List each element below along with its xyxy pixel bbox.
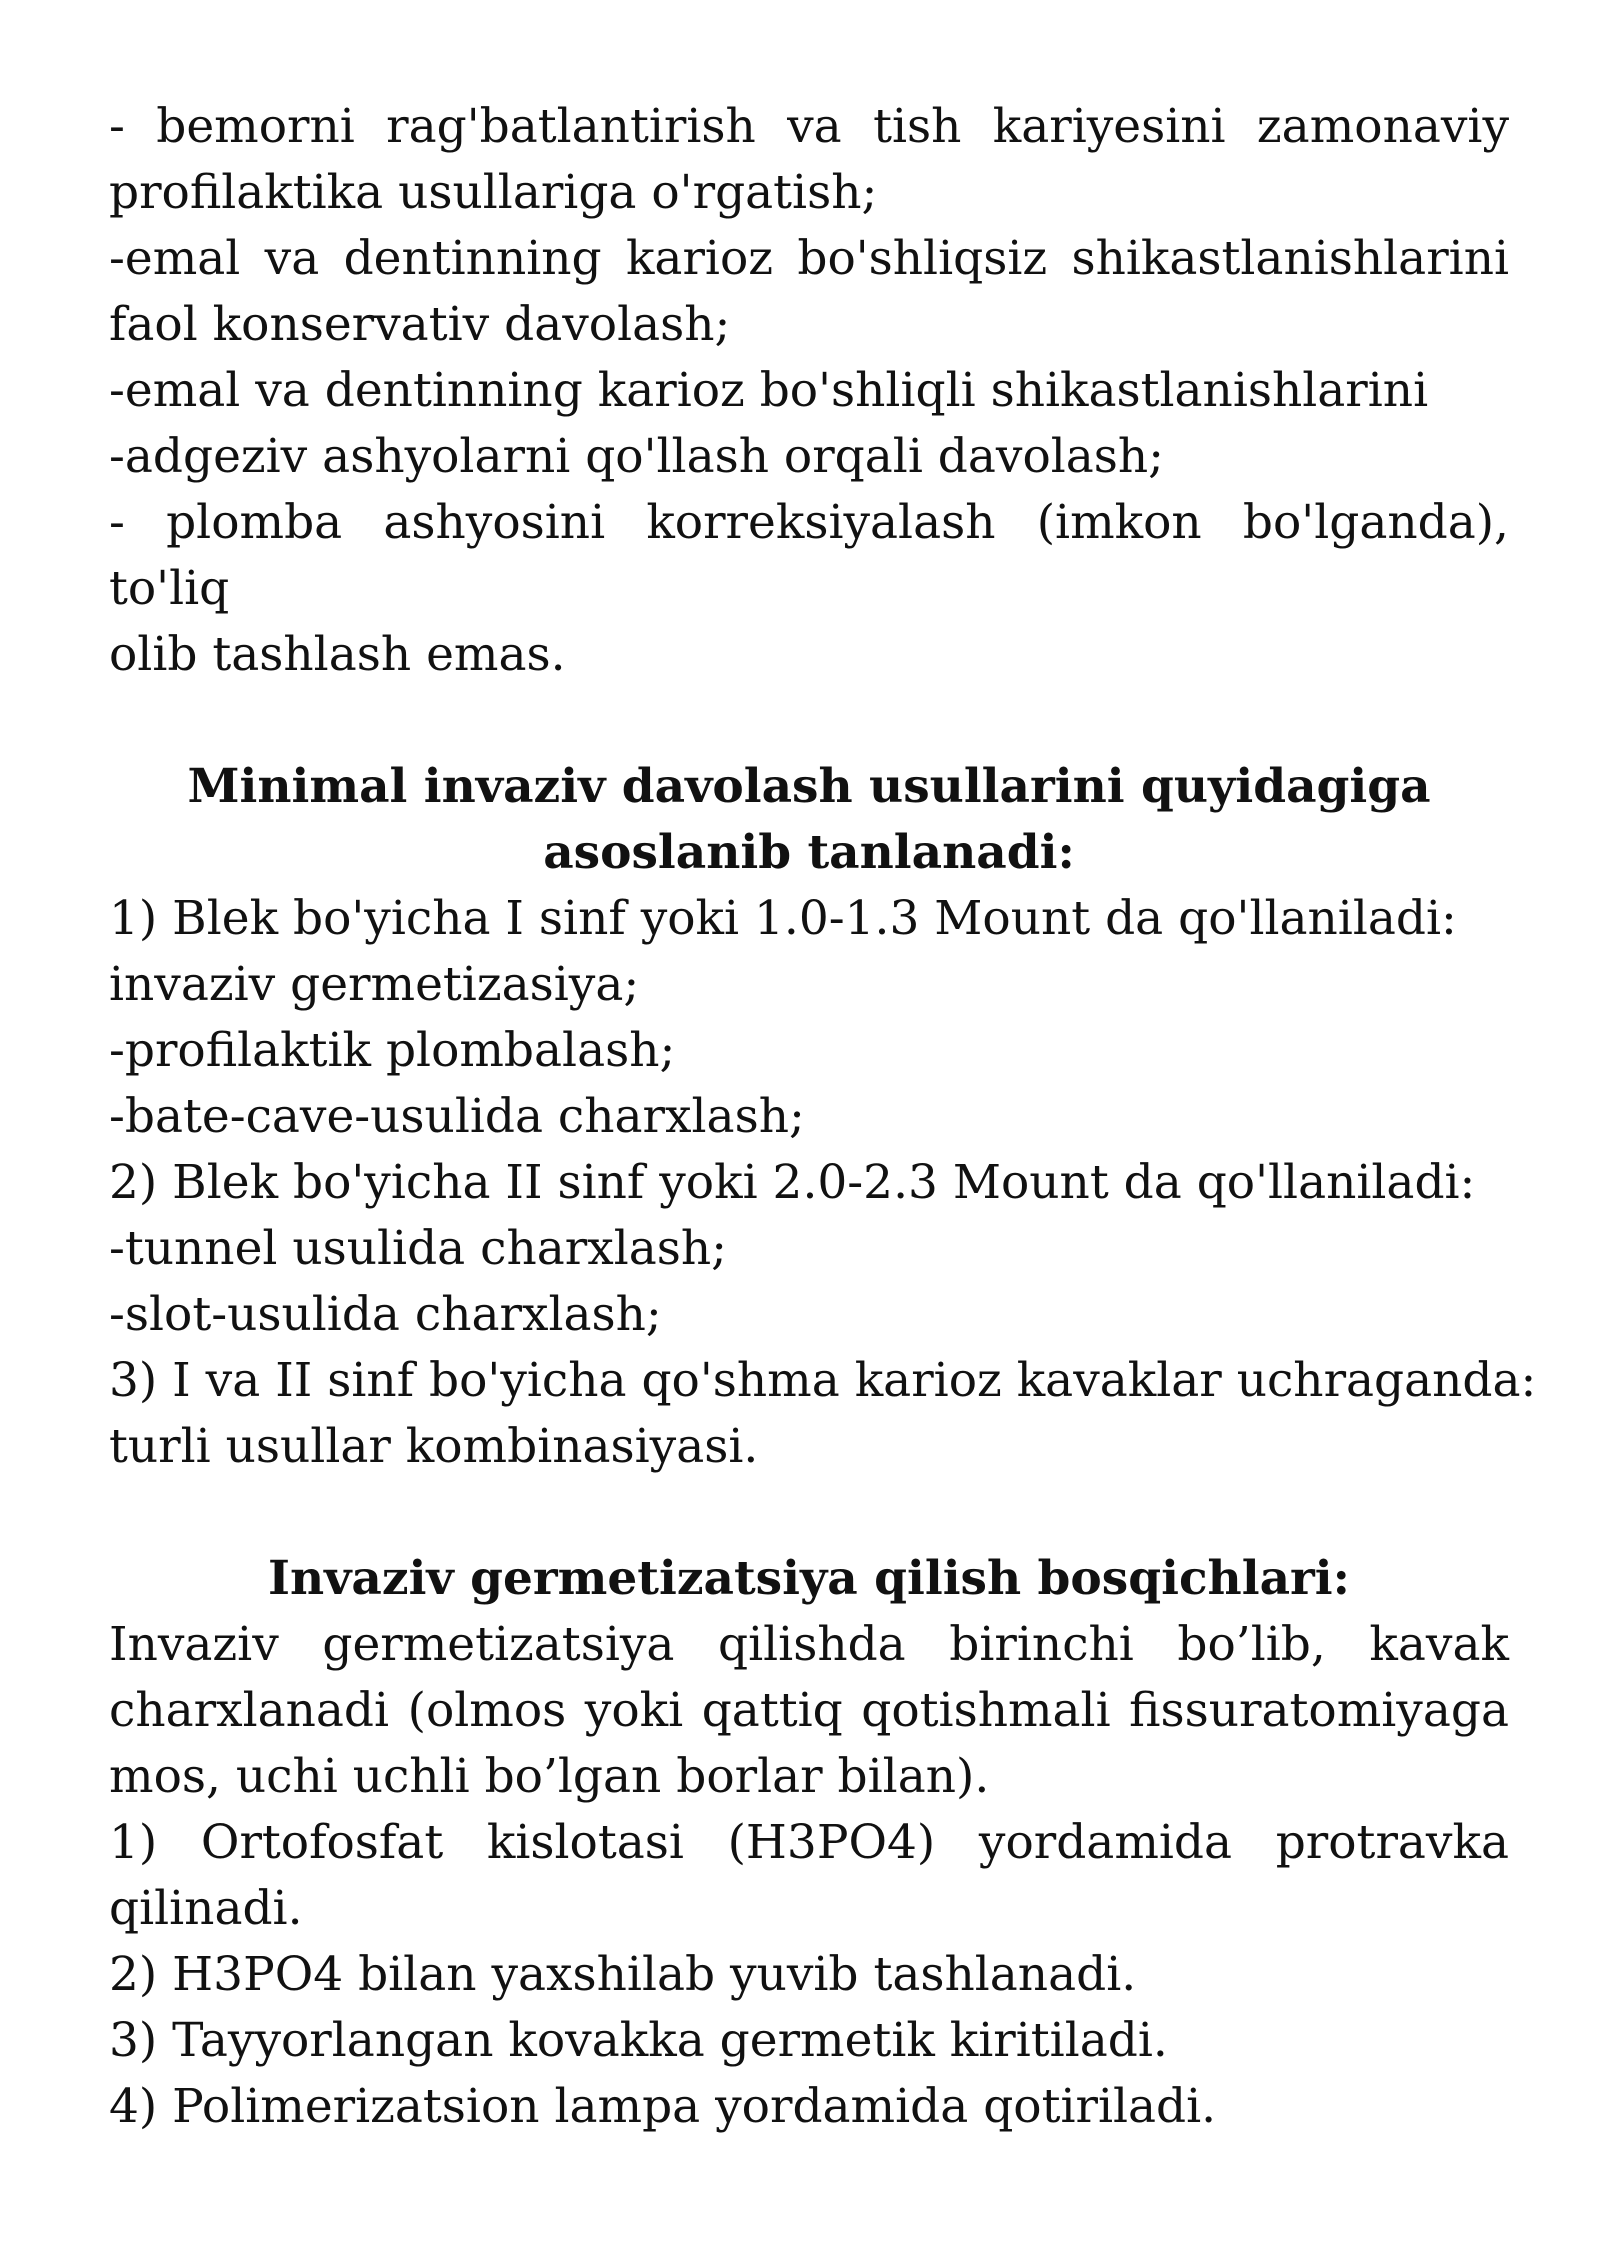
spacer: [109, 1480, 1509, 1546]
text-line: mos, uchi uchli bo’lgan borlar bilan).: [109, 1749, 990, 1804]
methods-section: [109, 754, 1537, 1480]
text-line: 3) I va II sinf bo'yicha qo'shma karioz kavaklar uchraganda:: [109, 1353, 1537, 1408]
steps-section: [109, 1546, 1509, 2140]
document-page: [109, 94, 1537, 2140]
spacer: [109, 688, 1509, 754]
text-line: olib tashlash emas.: [109, 627, 566, 682]
text-line: charxlanadi (olmos yoki qattiq qotishmali fissuratomiyaga: [109, 1683, 1509, 1738]
text-line: faol konservativ davolash;: [109, 297, 731, 352]
section-heading: Minimal invaziv davolash usullarini quyidagiga: [187, 759, 1431, 814]
text-line: Invaziv germetizatsiya qilishda birinchi bo’lib, kavak: [109, 1617, 1509, 1672]
text-line: -profilaktik plombalash;: [109, 1023, 676, 1078]
text-line: 3) Tayyorlangan kovakka germetik kiritiladi.: [109, 2013, 1168, 2068]
text-line: -adgeziv ashyolarni qo'llash orqali davolash;: [109, 429, 1165, 484]
text-line: 2) H3PO4 bilan yaxshilab yuvib tashlanadi.: [109, 1947, 1137, 2002]
text-line: 4) Polimerizatsion lampa yordamida qotiriladi.: [109, 2079, 1217, 2134]
text-line: turli usullar kombinasiyasi.: [109, 1419, 759, 1474]
text-line: - plomba ashyosini korreksiyalash (imkon bo'lganda), to'liq: [109, 495, 1509, 616]
text-line: 1) Ortofosfat kislotasi (H3PO4) yordamida protravka: [109, 1815, 1509, 1870]
text-line: - bemorni rag'batlantirish va tish kariyesini zamonaviy: [109, 99, 1509, 154]
section-heading: Invaziv germetizatsiya qilish bosqichlari:: [267, 1551, 1351, 1606]
section-heading: asoslanib tanlanadi:: [543, 825, 1075, 880]
intro-list: [109, 94, 1509, 688]
text-line: -slot-usulida charxlash;: [109, 1287, 662, 1342]
text-line: invaziv germetizasiya;: [109, 957, 640, 1012]
text-line: -emal va dentinning karioz bo'shliqli shikastlanishlarini: [109, 363, 1429, 418]
text-line: 2) Blek bo'yicha II sinf yoki 2.0-2.3 Mount da qo'llaniladi:: [109, 1155, 1476, 1210]
text-line: -bate-cave-usulida charxlash;: [109, 1089, 805, 1144]
text-line: -tunnel usulida charxlash;: [109, 1221, 727, 1276]
text-line: profilaktika usullariga o'rgatish;: [109, 165, 878, 220]
text-line: -emal va dentinning karioz bo'shliqsiz shikastlanishlarini: [109, 231, 1509, 286]
text-line: qilinadi.: [109, 1881, 303, 1936]
text-line: 1) Blek bo'yicha I sinf yoki 1.0-1.3 Mount da qo'llaniladi:: [109, 891, 1457, 946]
